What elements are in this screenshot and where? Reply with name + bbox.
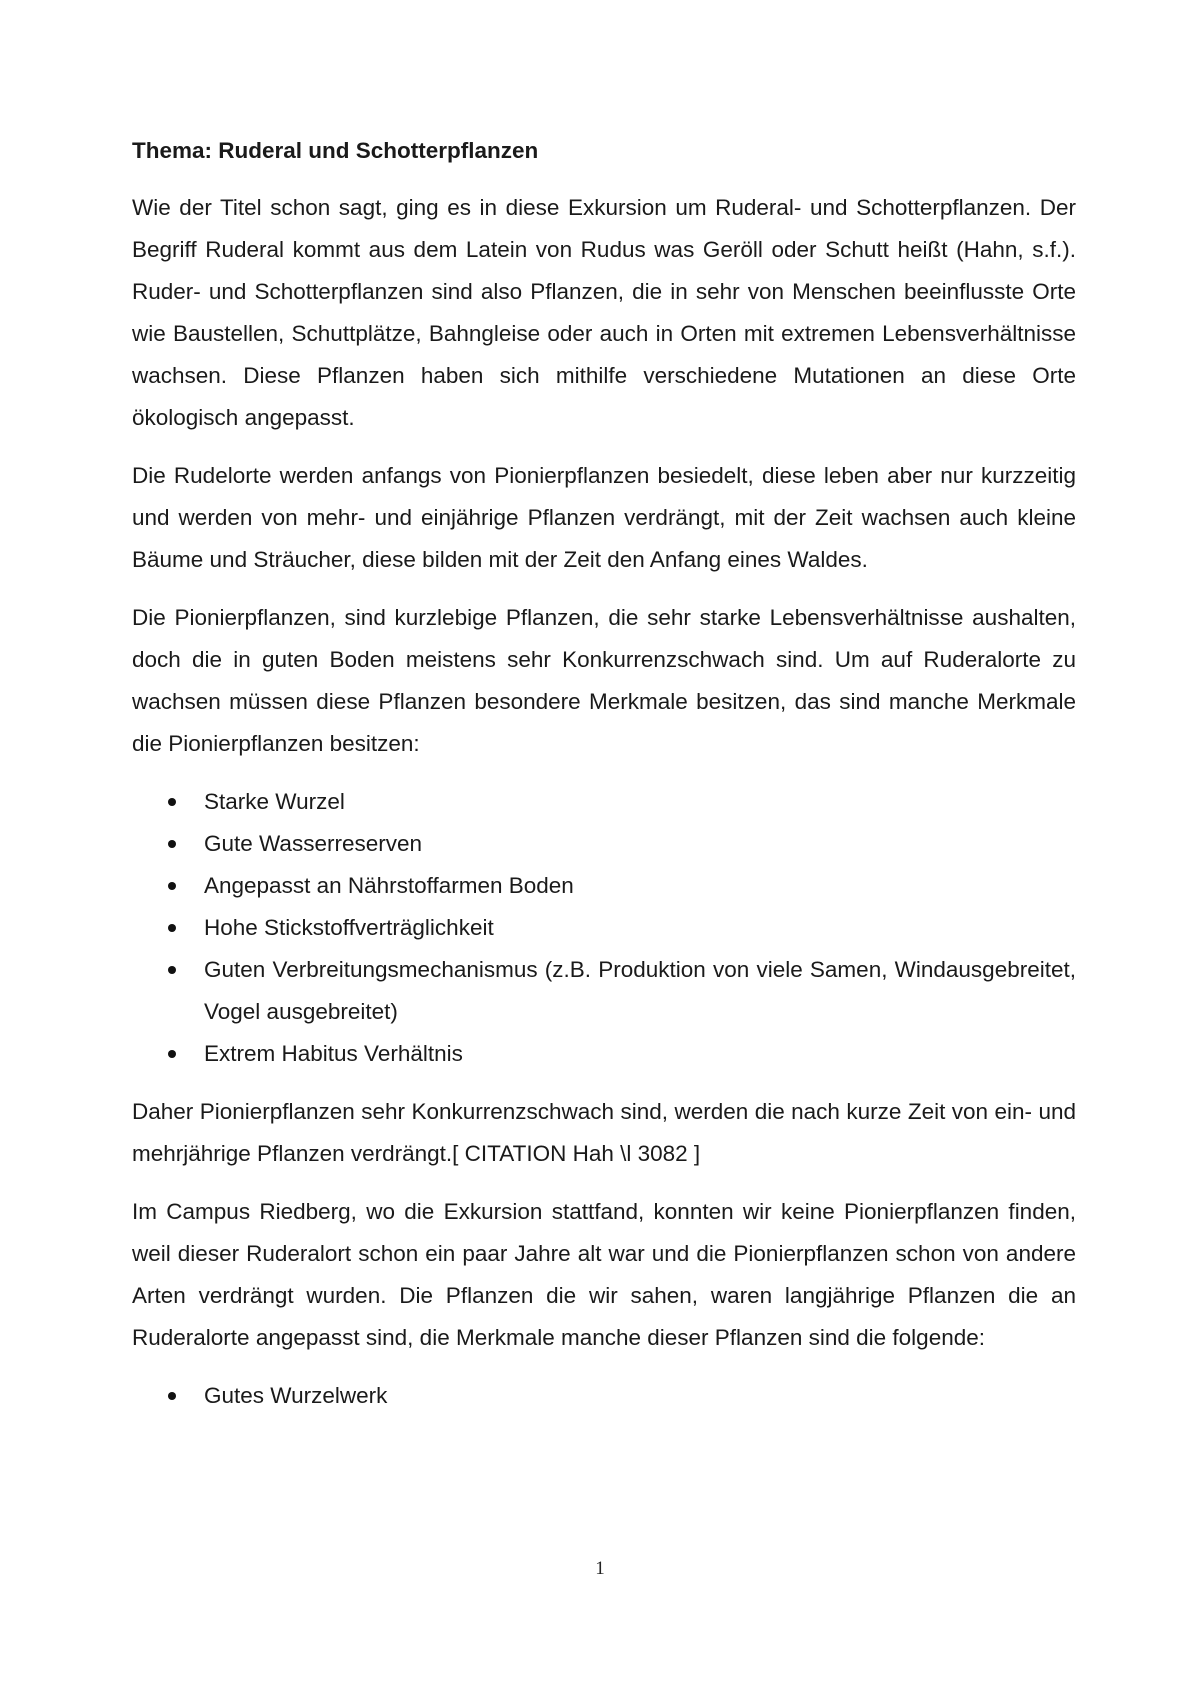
list-item-text: Guten Verbreitungsmechanismus (z.B. Produktion von viele Samen, Windausgebreitet, Vogel ausgebreitet) [204, 957, 1076, 1024]
list-item [132, 949, 1076, 1033]
bullet-icon [168, 966, 176, 974]
list-item-text: Starke Wurzel [204, 789, 345, 814]
list-item-text: Gutes Wurzelwerk [204, 1383, 388, 1408]
list-item [132, 1375, 1076, 1417]
bullet-icon [168, 798, 176, 806]
bullet-icon [168, 924, 176, 932]
paragraph-displacement: Daher Pionierpflanzen sehr Konkurrenzschwach sind, werden die nach kurze Zeit von ein- und mehrjährige Pflanzen verdrängt.[ CITATION Hah \l 3082 ] [132, 1099, 1076, 1166]
perennial-traits-list [132, 1375, 1076, 1417]
bullet-icon [168, 840, 176, 848]
list-item [132, 1033, 1076, 1075]
bullet-icon [168, 1050, 176, 1058]
paragraph-pioneer-plants: Die Pionierpflanzen, sind kurzlebige Pflanzen, die sehr starke Lebensverhältnisse aushalten, doch die in guten Boden meistens sehr Konkurrenzschwach sind. Um auf Ruderalorte zu wachsen müssen diese Pflanzen besondere Merkmale besitzen, das sind manche Merkmale die Pionierpflanzen besitzen: [132, 605, 1076, 756]
pioneer-traits-list [132, 781, 1076, 1075]
bullet-icon [168, 1392, 176, 1400]
paragraph-campus-riedberg: Im Campus Riedberg, wo die Exkursion stattfand, konnten wir keine Pionierpflanzen finden, weil dieser Ruderalort schon ein paar Jahre alt war und die Pionierpflanzen schon von andere Arten verdrängt wurden. Die Pflanzen die wir sahen, waren langjährige Pflanzen die an Ruderalorte angepasst sind, die Merkmale manche dieser Pflanzen sind die folgende: [132, 1199, 1076, 1350]
list-item [132, 865, 1076, 907]
list-item [132, 907, 1076, 949]
list-item [132, 781, 1076, 823]
list-item-text: Angepasst an Nährstoffarmen Boden [204, 873, 574, 898]
paragraph-intro: Wie der Titel schon sagt, ging es in diese Exkursion um Ruderal- und Schotterpflanzen. Der Begriff Ruderal kommt aus dem Latein von Rudus was Geröll oder Schutt heißt (Hahn, s.f.). Ruder- und Schotterpflanzen sind also Pflanzen, die in sehr von Menschen beeinflusste Orte wie Baustellen, Schuttplätze, Bahngleise oder auch in Orten mit extremen Lebensverhältnisse wachsen. Diese Pflanzen haben sich mithilfe verschiedene Mutationen an diese Orte ökologisch angepasst. [132, 195, 1076, 430]
list-item-text: Extrem Habitus Verhältnis [204, 1041, 463, 1066]
page-content [132, 130, 1076, 1433]
list-item-text: Gute Wasserreserven [204, 831, 422, 856]
bullet-icon [168, 882, 176, 890]
list-item [132, 823, 1076, 865]
paragraph-succession: Die Rudelorte werden anfangs von Pionierpflanzen besiedelt, diese leben aber nur kurzzeitig und werden von mehr- und einjährige Pflanzen verdrängt, mit der Zeit wachsen auch kleine Bäume und Sträucher, diese bilden mit der Zeit den Anfang eines Waldes. [132, 463, 1076, 572]
document-title: Thema: Ruderal und Schotterpflanzen [132, 138, 539, 163]
page-number: 1 [595, 1558, 605, 1579]
list-item-text: Hohe Stickstoffverträglichkeit [204, 915, 494, 940]
